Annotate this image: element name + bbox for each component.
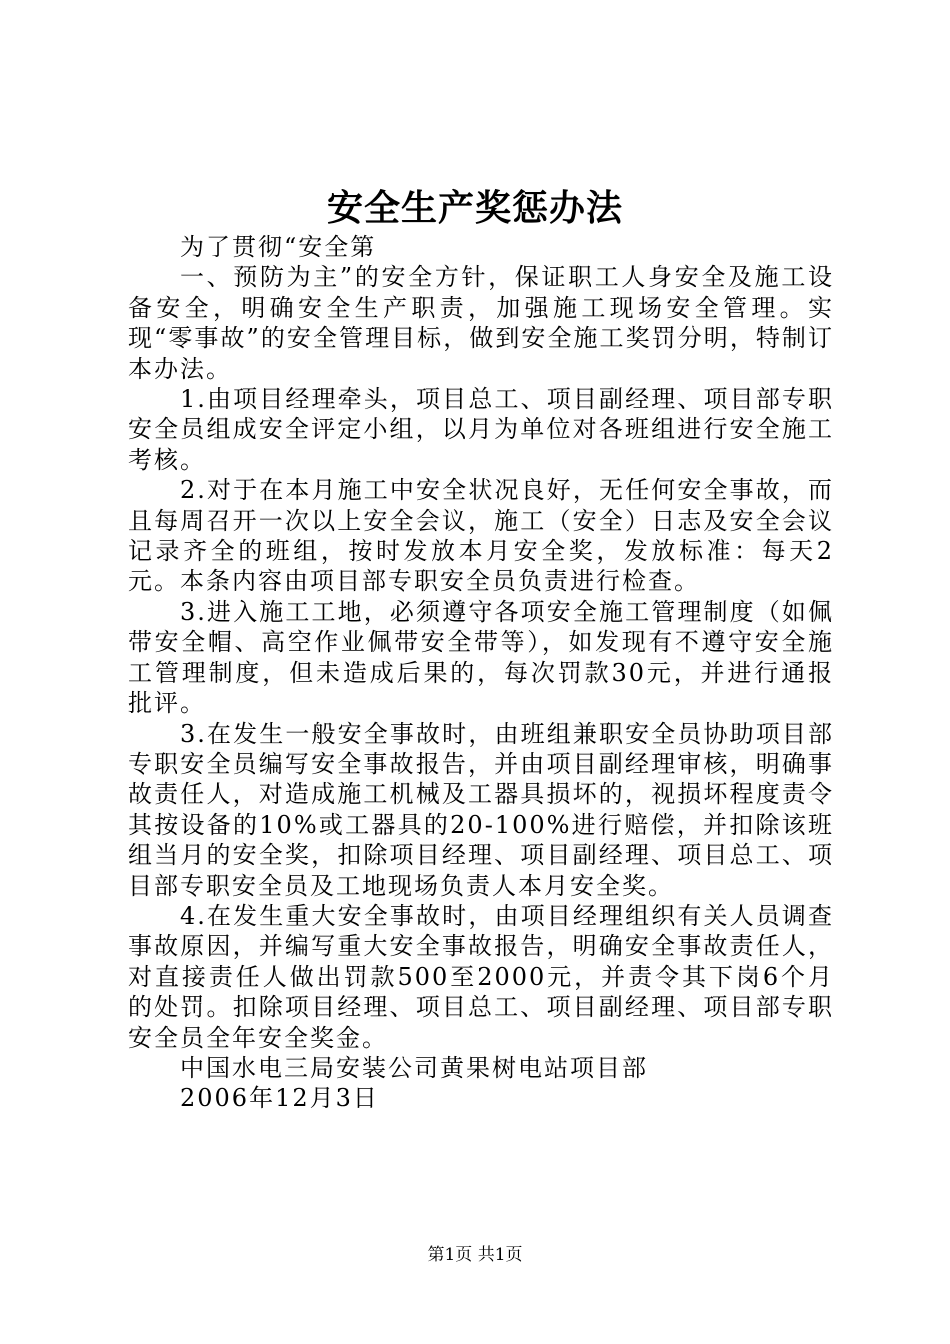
document-body xyxy=(128,232,834,1114)
paragraph-intro: 为了贯彻“安全第 xyxy=(180,233,377,261)
signature-date: 2006年12月3日 xyxy=(180,1084,379,1113)
paragraph-item-2: 2.对于在本月施工中安全状况良好，无任何安全事故，而且每周召开一次以上安全会议，施工（安全）日志及安全会议记录齐全的班组，按时发放本月安全奖，发放标准：每天2元。本条内容由项目部专职安全员负责进行检查。 xyxy=(128,476,834,596)
paragraph-item-1: 1.由项目经理牵头，项目总工、项目副经理、项目部专职安全员组成安全评定小组，以月为单位对各班组进行安全施工考核。 xyxy=(128,385,834,474)
paragraph-item-3a: 3.进入施工工地，必须遵守各项安全施工管理制度（如佩带安全帽、高空作业佩带安全带等），如发现有不遵守安全施工管理制度，但未造成后果的，每次罚款30元，并进行通报批评。 xyxy=(128,597,834,718)
signature-organization: 中国水电三局安装公司黄果树电站项目部 xyxy=(180,1053,648,1082)
paragraph-principle: 一、预防为主”的安全方针，保证职工人身安全及施工设备安全，明确安全生产职责，加强施工现场安全管理。实现“零事故”的安全管理目标，做到安全施工奖罚分明，特制订本办法。 xyxy=(128,263,834,383)
paragraph-item-4: 4.在发生重大安全事故时，由项目经理组织有关人员调查事故原因，并编写重大安全事故报告，明确安全事故责任人，对直接责任人做出罚款500至2000元，并责令其下岗6个月的处罚。扣除项目经理、项目总工、项目副经理、项目部专职安全员全年安全奖金。 xyxy=(128,901,834,1052)
document-title: 安全生产奖惩办法 xyxy=(326,187,623,229)
paragraph-item-3b: 3.在发生一般安全事故时，由班组兼职安全员协助项目部专职安全员编写安全事故报告，并由项目副经理审核，明确事故责任人，对造成施工机械及工器具损坏的，视损坏程度责令其按设备的10%或工器具的20-100%进行赔偿，并扣除该班组当月的安全奖，扣除项目经理、项目副经理、项目总工、项目部专职安全员及工地现场负责人本月安全奖。 xyxy=(128,719,834,900)
page-number-footer: 第1页 共1页 xyxy=(427,1245,523,1265)
